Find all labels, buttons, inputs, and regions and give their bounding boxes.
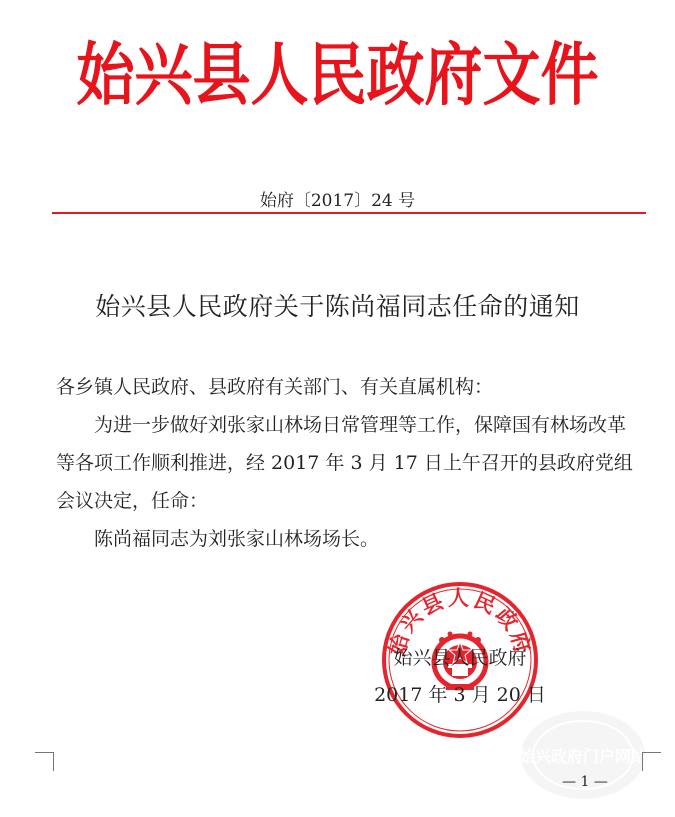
document-number: 始府〔2017〕24 号 [259, 191, 416, 211]
document-body [56, 368, 644, 558]
page-corner-mark-left [35, 752, 54, 771]
page-corner-mark-right [642, 752, 661, 771]
document-header-title: 始兴县人民政府文件 [76, 34, 599, 116]
svg-text:始兴政府门户网站: 始兴政府门户网站 [518, 747, 648, 766]
red-separator-line [52, 212, 646, 214]
body-paragraph-1: 为进一步做好刘张家山林场日常管理等工作，保障国有林场改革等各项工作顺利推进，经 2017 年 3 月 17 日上午召开的县政府党组会议决定，任命： [56, 414, 633, 512]
body-paragraph-2: 陈尚福同志为刘张家山林场场长。 [94, 528, 380, 550]
signing-organization: 始兴县人民政府 [393, 647, 527, 669]
notice-title: 始兴县人民政府关于陈尚福同志任命的通知 [95, 292, 580, 321]
signing-date: 2017 年 3 月 20 日 [374, 684, 546, 706]
page-number: — 1 — [562, 774, 608, 790]
salutation: 各乡镇人民政府、县政府有关部门、有关直属机构： [56, 376, 494, 398]
svg-text:始兴县人民政府: 始兴县人民政府 [384, 586, 536, 659]
